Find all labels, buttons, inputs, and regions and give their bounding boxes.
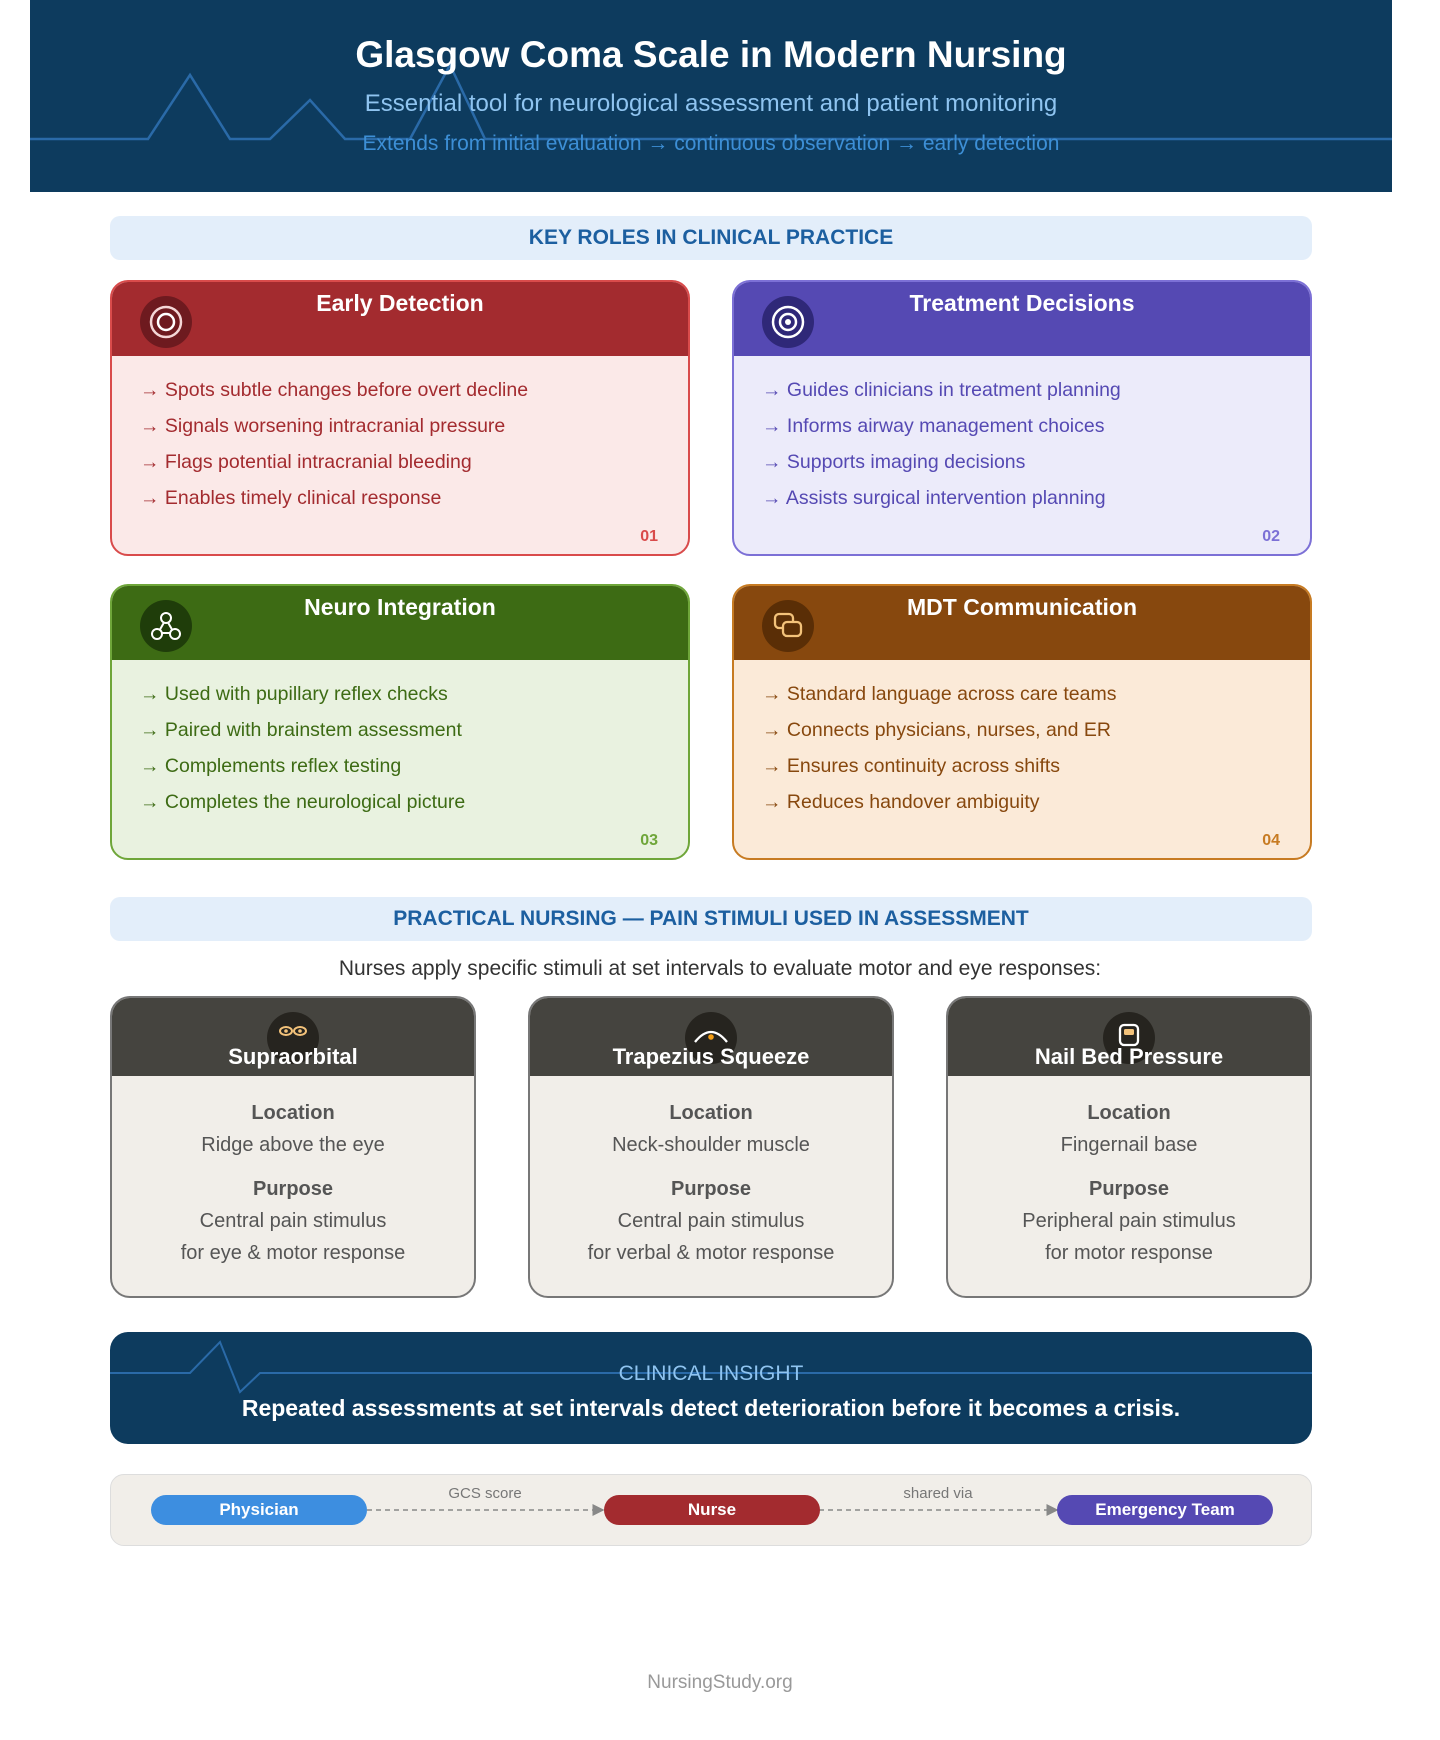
role-card-title: Neuro Integration [304,594,496,620]
list-item: → Assists surgical intervention planning [762,487,1106,509]
flow-node-nurse: Nurse [604,1495,820,1525]
list-item: → Spots subtle changes before overt decline [140,379,529,401]
list-item: → Completes the neurological picture [140,791,466,813]
purpose-value: Central pain stimulus [617,1210,805,1232]
location-label: Location [669,1102,753,1124]
role-card-header [734,282,1310,356]
role-card-number: 01 [640,528,658,545]
role-card-number: 03 [640,832,658,849]
stimuli-section-title: PRACTICAL NURSING — PAIN STIMULI USED IN ASSESSMENT [110,897,1312,941]
role-card-list [140,676,465,820]
stimulus-card-supraorbital [110,996,476,1298]
location-label: Location [251,1102,335,1124]
role-card-title: Early Detection [316,290,484,316]
stimulus-card-header [948,998,1310,1076]
list-item: → Signals worsening intracranial pressure [140,415,506,437]
flow-node-physician: Physician [151,1495,367,1525]
clinical-insight-banner [110,1332,1312,1444]
purpose-label: Purpose [252,1178,334,1200]
purpose-value: Peripheral pain stimulus [1022,1210,1236,1232]
role-card-early-detection [110,280,690,556]
page-tagline: Extends from initial evaluation → continuous observation → early detection [362,132,1060,155]
heartbeat-line-graphic [110,1332,1312,1444]
role-card-number: 02 [1262,528,1280,545]
role-card-header [734,586,1310,660]
stimulus-title: Nail Bed Pressure [1034,1044,1224,1069]
purpose-label: Purpose [670,1178,752,1200]
stimulus-card-trapezius-squeeze [528,996,894,1298]
footer-credit: NursingStudy.org [647,1672,793,1693]
role-card-mdt-communication [732,584,1312,860]
purpose-value-detail: for verbal & motor response [587,1242,835,1264]
list-item: → Reduces handover ambiguity [762,791,1040,813]
role-card-header [112,586,688,660]
list-item: → Standard language across care teams [762,683,1117,705]
communication-flow [110,1474,1312,1546]
list-item: → Informs airway management choices [762,415,1105,437]
insight-label: CLINICAL INSIGHT [618,1362,804,1385]
role-card-treatment-decisions [732,280,1312,556]
purpose-value: Central pain stimulus [199,1210,387,1232]
stimulus-card-header [112,998,474,1076]
list-item: → Used with pupillary reflex checks [140,683,448,705]
location-value: Neck-shoulder muscle [612,1134,810,1156]
list-item: → Supports imaging decisions [762,451,1026,473]
purpose-value-detail: for motor response [1045,1242,1213,1264]
insight-text: Repeated assessments at set intervals detect deterioration before it becomes a crisis. [241,1395,1181,1421]
list-item: → Flags potential intracranial bleeding [140,451,472,473]
purpose-value-detail: for eye & motor response [180,1242,406,1264]
roles-section-title: KEY ROLES IN CLINICAL PRACTICE [110,216,1312,260]
role-card-header [112,282,688,356]
stimulus-card-header [530,998,892,1076]
list-item: → Connects physicians, nurses, and ER [762,719,1112,741]
role-card-number: 04 [1262,832,1280,849]
role-card-list [762,676,1116,820]
page-subtitle: Essential tool for neurological assessment and patient monitoring [364,90,1058,117]
location-value: Ridge above the eye [201,1134,385,1156]
stimulus-card-nail-bed-pressure [946,996,1312,1298]
role-card-neuro-integration [110,584,690,860]
flow-edge-label: shared via [903,1485,973,1502]
stimulus-title: Trapezius Squeeze [612,1044,810,1069]
list-item: → Guides clinicians in treatment planning [762,379,1121,401]
list-item: → Enables timely clinical response [140,487,442,509]
list-item: → Ensures continuity across shifts [762,755,1061,777]
location-value: Fingernail base [1060,1134,1198,1156]
flow-edge-label: GCS score [448,1485,522,1502]
role-card-title: MDT Communication [907,594,1137,620]
list-item: → Complements reflex testing [140,755,402,777]
purpose-label: Purpose [1088,1178,1170,1200]
list-item: → Paired with brainstem assessment [140,719,462,741]
stimulus-title: Supraorbital [228,1044,358,1069]
stimuli-intro: Nurses apply specific stimuli at set intervals to evaluate motor and eye responses: [338,957,1102,980]
role-card-title: Treatment Decisions [909,290,1135,316]
page-title: Glasgow Coma Scale in Modern Nursing [355,34,1067,75]
flow-node-emergency-team: Emergency Team [1057,1495,1273,1525]
location-label: Location [1087,1102,1171,1124]
page-header [30,0,1392,192]
role-card-list [762,372,1121,516]
role-card-list [140,372,528,516]
